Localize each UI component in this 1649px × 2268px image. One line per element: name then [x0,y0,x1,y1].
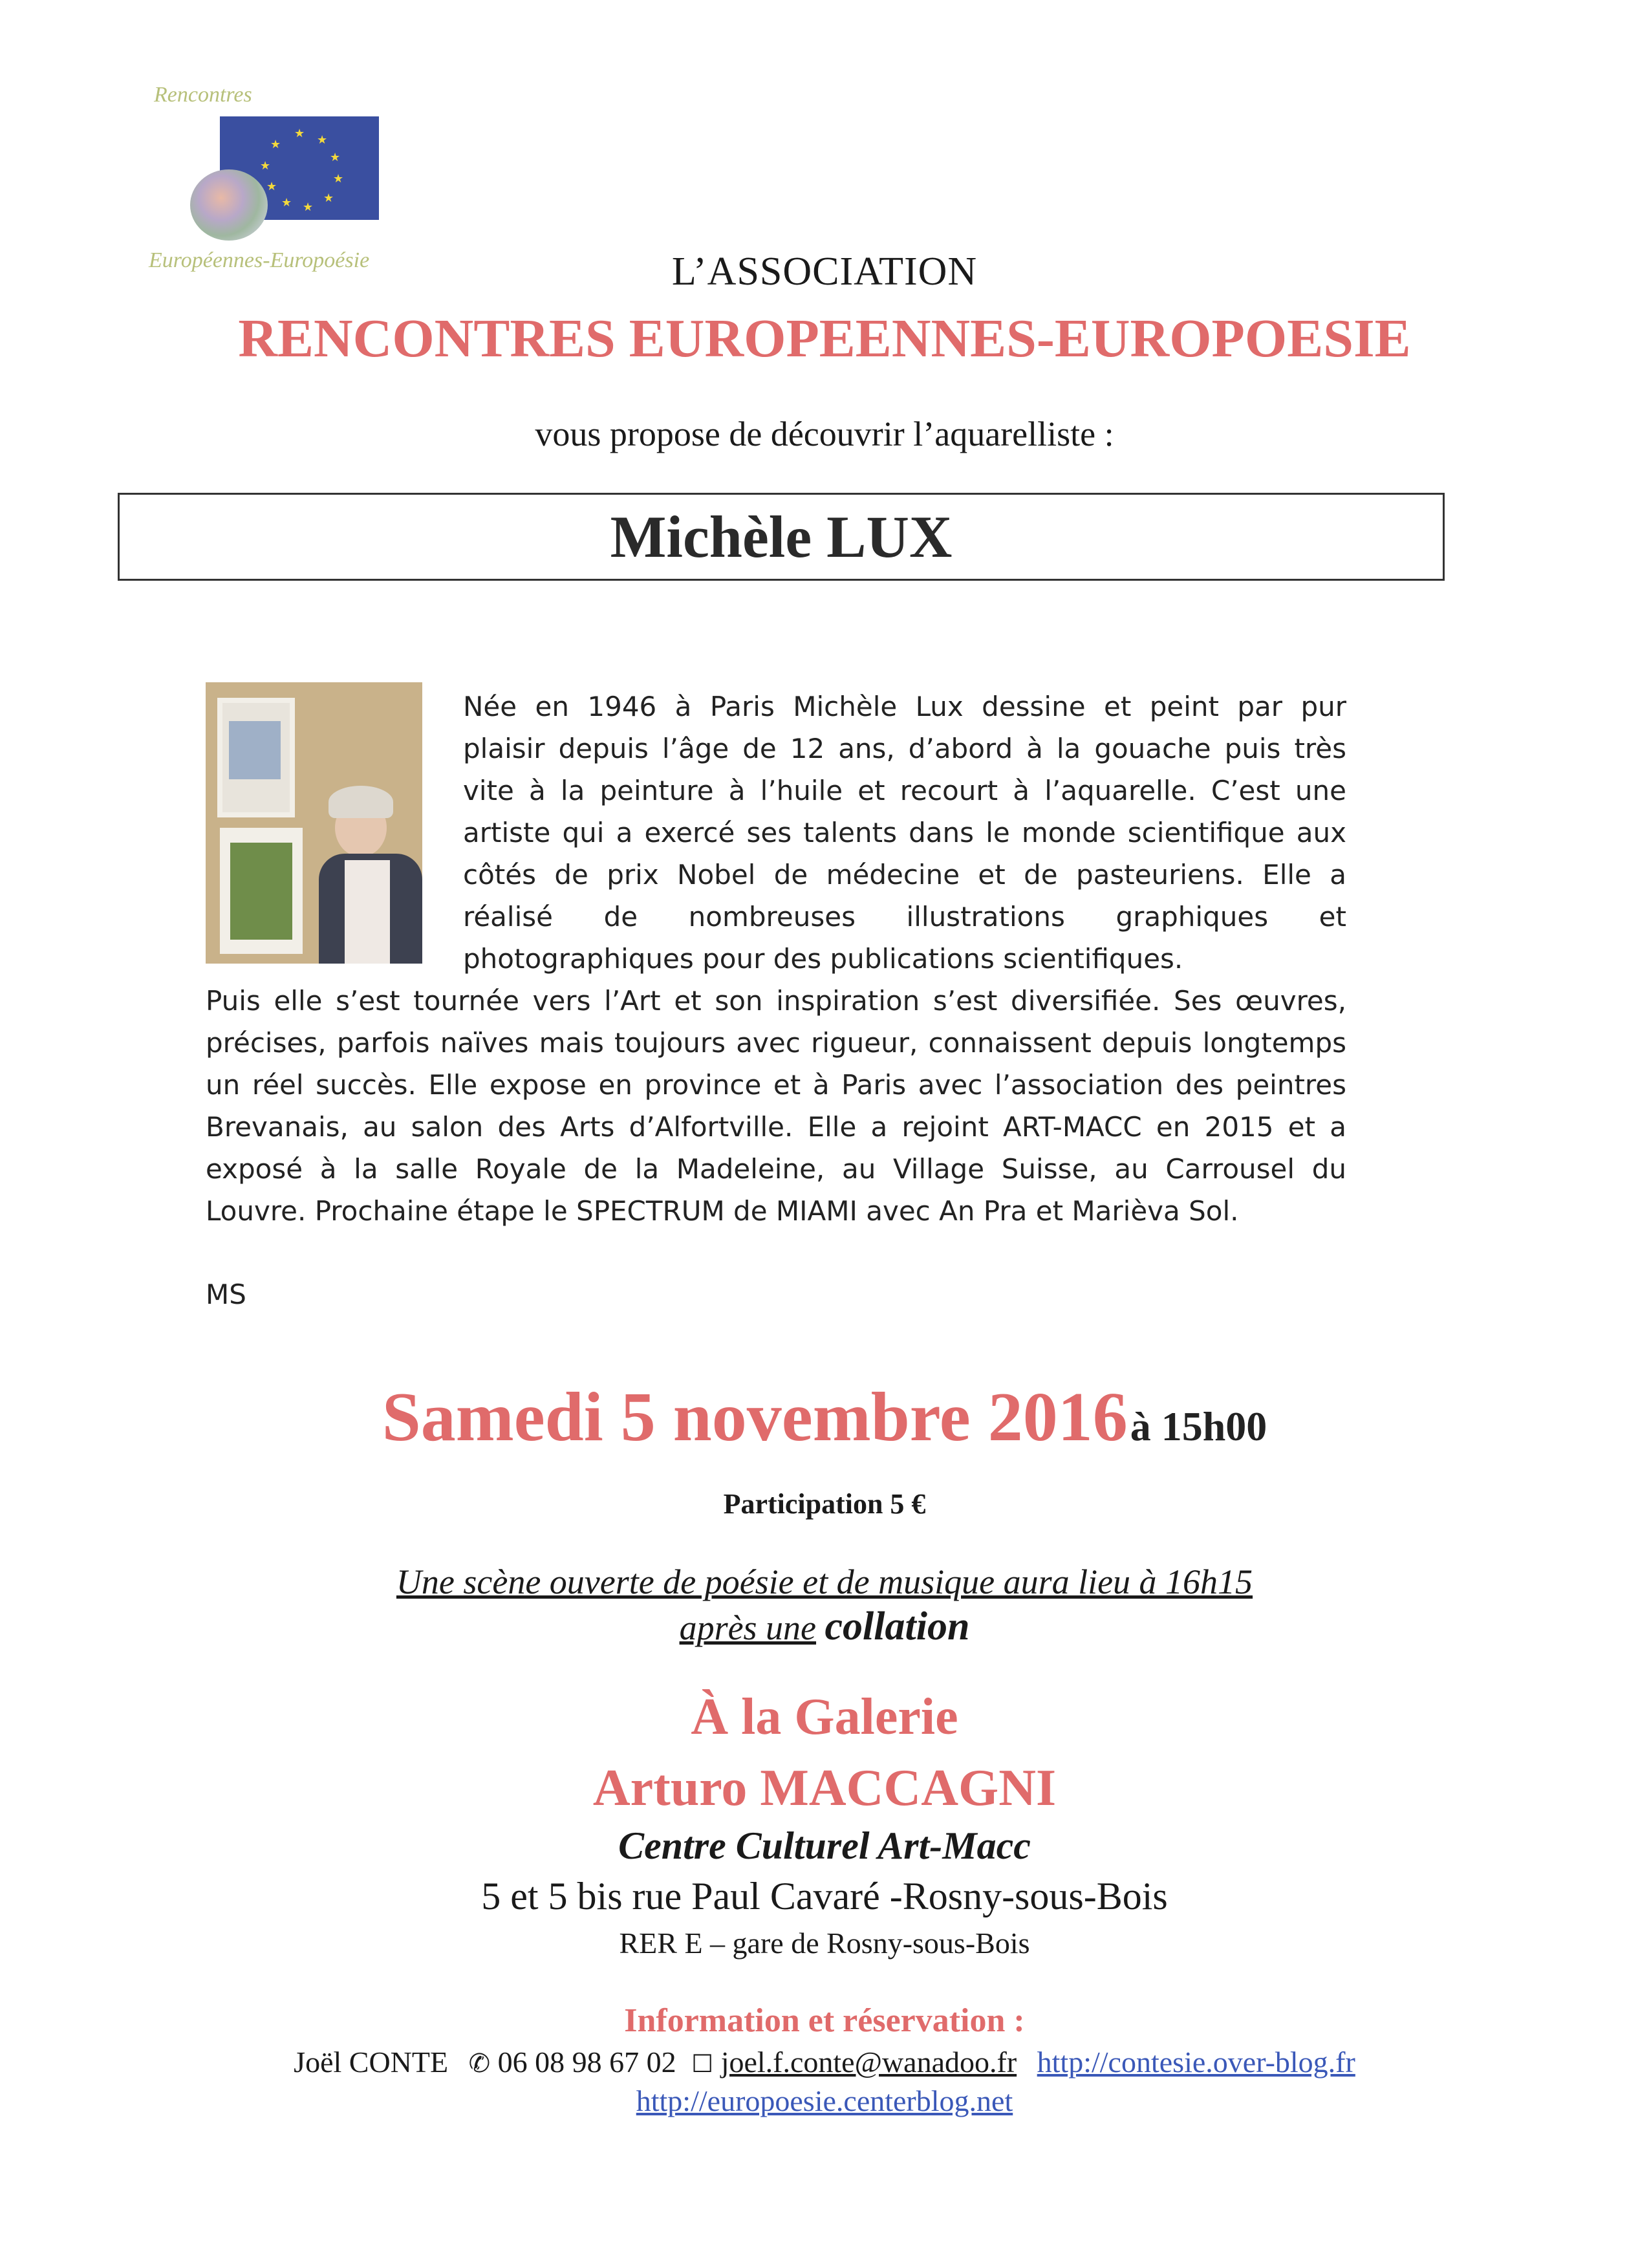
bio-line: Née en 1946 à Paris Michèle Lux dessine et peint par pur [463,691,1346,722]
bio-line: Louvre. Prochaine étape le SPECTRUM de MIAMI avec An Pra et Marièva Sol. [206,1195,1239,1227]
venue-centre: Centre Culturel Art-Macc [618,1824,1031,1867]
contact-line [0,2045,1649,2079]
bio-line: un réel succès. Elle expose en province et à Paris avec l’association des peintres [206,1069,1346,1101]
bio-line: précises, parfois naïves mais toujours avec rigueur, connaissent depuis longtemps [206,1027,1346,1059]
association-label: L’ASSOCIATION [671,250,978,294]
collation-prefix: après une [679,1608,817,1647]
event-date: Samedi 5 novembre 2016 [382,1379,1128,1456]
bio-line: plaisir depuis l’âge de 12 ans, d’abord à la gouache puis très [463,733,1346,764]
venue-transport: RER E – gare de Rosny-sous-Bois [619,1927,1030,1960]
signature-initials: MS [206,1279,246,1310]
bio-line: photographiques pour des publications scientifiques. [463,943,1183,975]
bio-line: Brevanais, au salon des Arts d’Alfortville. Elle a rejoint ART-MACC en 2015 et a [206,1111,1346,1143]
blog-link-1[interactable]: http://contesie.over-blog.fr [1037,2046,1355,2079]
bio-line: réalisé de nombreuses illustrations graphiques et [463,901,1346,933]
participation-fee: Participation 5 € [723,1488,926,1520]
artist-name: Michèle LUX [610,504,953,570]
bio-line: artiste qui a exercé ses talents dans le monde scientifique aux [463,817,1346,848]
venue-address: 5 et 5 bis rue Paul Cavaré -Rosny-sous-Bois [481,1875,1168,1917]
collation-word: collation [824,1604,970,1648]
bio-line: exposé à la salle Royale de la Madeleine, au Village Suisse, au Carrousel du [206,1153,1346,1185]
event-time: à 15h00 [1130,1403,1267,1449]
logo-bottom-word: Européennes-Europoésie [149,248,370,272]
logo-top-word: Rencontres [154,83,252,107]
venue-line-1: À la Galerie [691,1689,958,1745]
email-icon: ☐ [691,2049,714,2078]
contact-name: Joël CONTE [294,2046,449,2079]
contact-phone: 06 08 98 67 02 [497,2046,676,2079]
bio-line: côtés de prix Nobel de médecine et de pasteuriens. Elle a [463,859,1346,891]
event-date-line [0,1377,1649,1458]
intro-text: vous propose de découvrir l’aquarelliste : [535,415,1114,453]
bio-line: vite à la peinture à l’huile et recourt à l’aquarelle. C’est une [463,775,1346,806]
venue-line-2: Arturo MACCAGNI [592,1760,1057,1817]
contact-email-link[interactable]: joel.f.conte@wanadoo.fr [720,2046,1017,2079]
contact-title: Information et réservation : [624,2002,1025,2039]
eu-flag: ★ ★ ★ ★ ★ ★ ★ ★ ★ ★ [220,116,379,220]
open-stage-note: Une scène ouverte de poésie et de musique aura lieu à 16h15 [396,1562,1253,1601]
blog-link-2-line [0,2084,1649,2118]
association-name: RENCONTRES EUROPEENNES-EUROPOESIE [238,308,1411,369]
bio-line: Puis elle s’est tournée vers l’Art et son inspiration s’est diversifiée. Ses œuvres, [206,985,1346,1017]
blog-link-2[interactable]: http://europoesie.centerblog.net [636,2084,1013,2117]
collation-note [0,1604,1649,1650]
phone-icon: ✆ [468,2049,491,2079]
